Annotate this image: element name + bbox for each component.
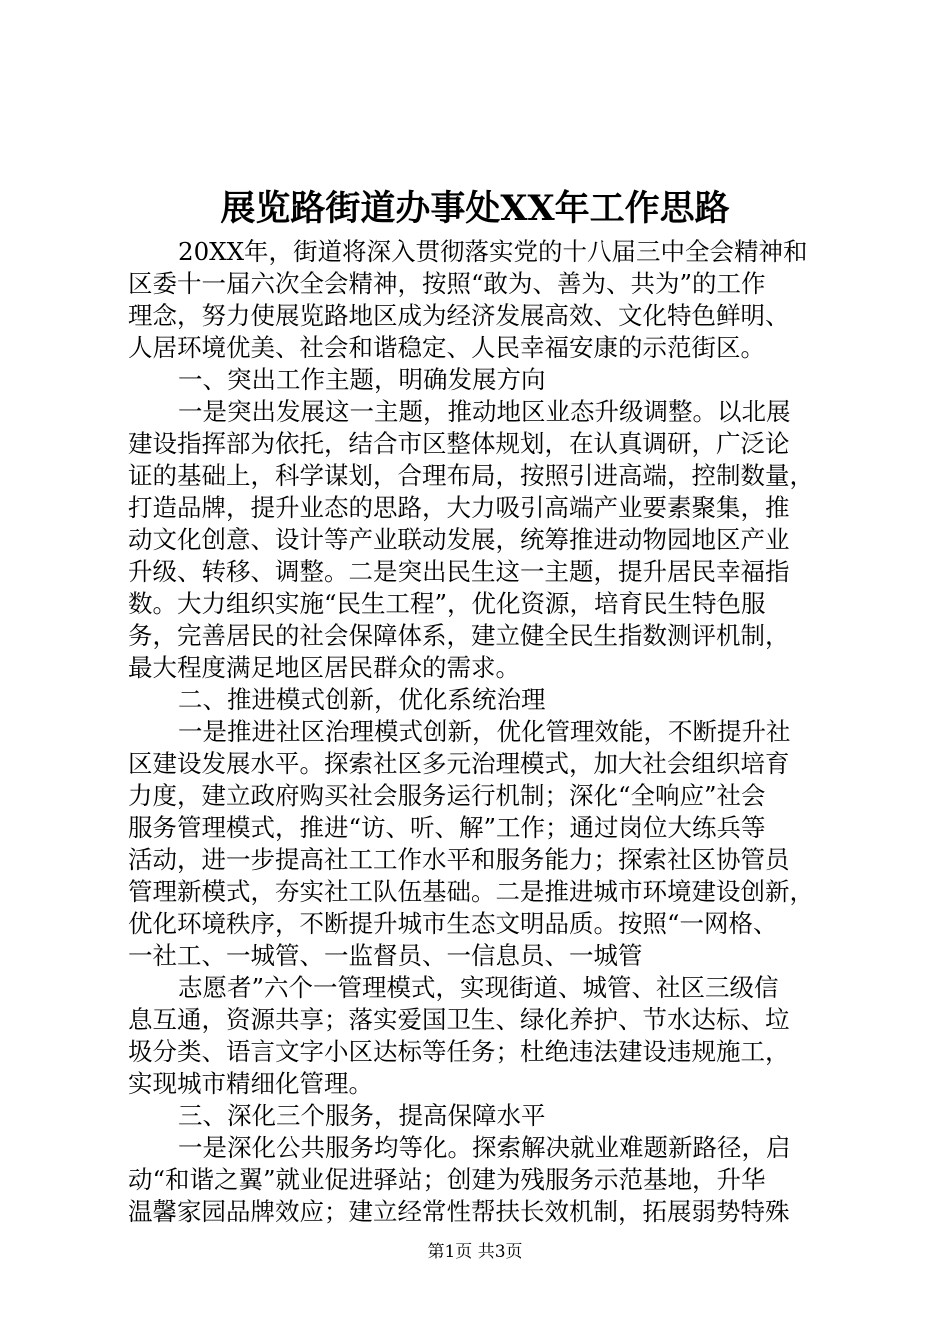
paragraph-line: 20XX年，街道将深入贯彻落实党的十八届三中全会精神和 — [178, 237, 808, 266]
paragraph-line: 志愿者”六个一管理模式，实现街道、城管、社区三级信 — [178, 973, 779, 1002]
paragraph-line: 建设指挥部为依托，结合市区整体规划，在认真调研，广泛论 — [128, 429, 790, 458]
section-heading: 二、推进模式创新，优化系统治理 — [178, 685, 546, 714]
paragraph-line: 一是突出发展这一主题，推动地区业态升级调整。以北展 — [178, 397, 791, 426]
paragraph-line: 人居环境优美、社会和谐稳定、人民幸福安康的示范街区。 — [128, 333, 765, 362]
paragraph-line: 息互通，资源共享；落实爱国卫生、绿化养护、节水达标、垃 — [128, 1005, 790, 1034]
paragraph-line: 优化环境秩序，不断提升城市生态文明品质。按照“一网格、 — [128, 909, 778, 938]
paragraph-line: 证的基础上，科学谋划，合理布局，按照引进高端，控制数量， — [128, 461, 814, 490]
paragraph-line: 活动，进一步提高社工工作水平和服务能力；探索社区协管员 — [128, 845, 790, 874]
paragraph-line: 区委十一届六次全会精神，按照“敢为、善为、共为”的工作 — [128, 269, 766, 298]
paragraph-line: 一是深化公共服务均等化。探索解决就业难题新路径，启 — [178, 1133, 791, 1162]
paragraph-line: 务，完善居民的社会保障体系，建立健全民生指数测评机制， — [128, 621, 790, 650]
paragraph-line: 区建设发展水平。探索社区多元治理模式，加大社会组织培育 — [128, 749, 790, 778]
paragraph-line: 服务管理模式，推进“访、听、解”工作；通过岗位大练兵等 — [128, 813, 766, 842]
document-title: 展览路街道办事处XX年工作思路 — [220, 188, 730, 229]
paragraph-line: 数。大力组织实施“民生工程”，优化资源，培育民生特色服 — [128, 589, 766, 618]
paragraph-line: 动文化创意、设计等产业联动发展，统筹推进动物园地区产业 — [128, 525, 790, 554]
document-body — [128, 236, 838, 1228]
paragraph-line: 一是推进社区治理模式创新，优化管理效能，不断提升社 — [178, 717, 791, 746]
paragraph-line: 升级、转移、调整。二是突出民生这一主题，提升居民幸福指 — [128, 557, 790, 586]
paragraph-line: 实现城市精细化管理。 — [128, 1069, 373, 1098]
paragraph-line: 力度，建立政府购买社会服务运行机制；深化“全响应”社会 — [128, 781, 766, 810]
paragraph-line: 圾分类、语言文字小区达标等任务；杜绝违法建设违规施工， — [128, 1037, 790, 1066]
section-heading: 三、深化三个服务，提高保障水平 — [178, 1101, 546, 1130]
section-heading: 一、突出工作主题，明确发展方向 — [178, 365, 546, 394]
paragraph-line: 最大程度满足地区居民群众的需求。 — [128, 653, 520, 682]
paragraph-line: 动“和谐之翼”就业促进驿站；创建为残服务示范基地，升华 — [128, 1165, 766, 1194]
paragraph-line: 打造品牌，提升业态的思路，大力吸引高端产业要素聚集，推 — [128, 493, 790, 522]
paragraph-line: 温馨家园品牌效应；建立经常性帮扶长效机制，拓展弱势特殊 — [128, 1197, 790, 1226]
paragraph-line: 一社工、一城管、一监督员、一信息员、一城管 — [128, 941, 643, 970]
page-number-footer: 第1页 共3页 — [427, 1242, 523, 1262]
paragraph-line: 管理新模式，夯实社工队伍基础。二是推进城市环境建设创新， — [128, 877, 814, 906]
paragraph-line: 理念，努力使展览路地区成为经济发展高效、文化特色鲜明、 — [128, 301, 790, 330]
